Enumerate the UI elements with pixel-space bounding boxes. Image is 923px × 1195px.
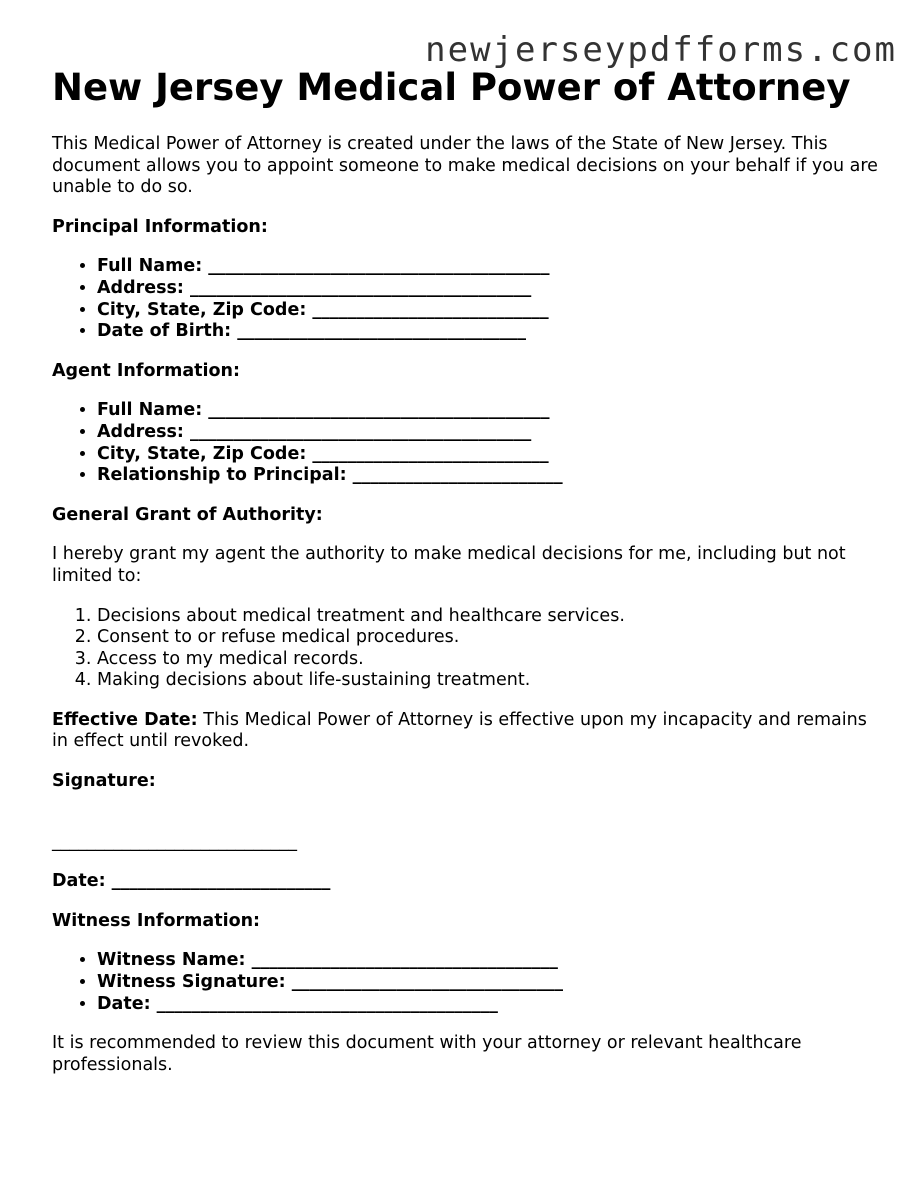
authority-item: 4. Making decisions about life-sustaining treatment. — [97, 670, 882, 692]
authority-list — [52, 606, 882, 692]
authority-item: 3. Access to my medical records. — [97, 649, 882, 671]
signature-date-field: Date: _________________________ — [52, 871, 331, 892]
witness-fields-list — [52, 950, 882, 1015]
document-page — [52, 66, 882, 1076]
agent-heading: Agent Information: — [52, 360, 240, 381]
principal-address-field: • Address: _______________________________________ — [97, 278, 882, 300]
effective-date-text: This Medical Power of Attorney is effective upon my incapacity and remains in effect until revoked. — [52, 709, 867, 752]
principal-heading: Principal Information: — [52, 216, 268, 237]
witness-signature-field: • Witness Signature: _______________________________ — [97, 972, 882, 994]
authority-item: 1. Decisions about medical treatment and healthcare services. — [97, 606, 882, 628]
agent-relationship-field: • Relationship to Principal: ________________________ — [97, 465, 882, 487]
witness-heading: Witness Information: — [52, 910, 261, 931]
principal-dob-field: • Date of Birth: _________________________________ — [97, 321, 882, 343]
witness-name-field: • Witness Name: ___________________________________ — [97, 950, 882, 972]
effective-date-paragraph — [52, 710, 882, 753]
agent-fields-list — [52, 400, 882, 486]
signature-line: ____________________________ — [52, 831, 297, 852]
intro-paragraph: This Medical Power of Attorney is created under the laws of the State of New Jersey. This document allows you to appoint someone to make medical decisions on your behalf if you are unable to do so. — [52, 134, 878, 198]
principal-city-state-zip-field: • City, State, Zip Code: ___________________________ — [97, 300, 882, 322]
closing-paragraph: It is recommended to review this document with your attorney or relevant healthcare professionals. — [52, 1033, 802, 1075]
signature-heading: Signature: — [52, 771, 156, 792]
effective-date-label: Effective Date: — [52, 709, 198, 730]
principal-fields-list — [52, 256, 882, 342]
witness-date-field: • Date: _______________________________________ — [97, 994, 882, 1016]
principal-full-name-field: • Full Name: _______________________________________ — [97, 256, 882, 278]
authority-item: 2. Consent to or refuse medical procedures. — [97, 627, 882, 649]
page-title: New Jersey Medical Power of Attorney — [52, 66, 851, 109]
authority-heading: General Grant of Authority: — [52, 504, 323, 525]
authority-text: I hereby grant my agent the authority to make medical decisions for me, including but not limited to: — [52, 544, 846, 586]
watermark: newjerseypdfforms.com — [425, 30, 897, 70]
agent-address-field: • Address: _______________________________________ — [97, 422, 882, 444]
agent-full-name-field: • Full Name: _______________________________________ — [97, 400, 882, 422]
agent-city-state-zip-field: • City, State, Zip Code: ___________________________ — [97, 444, 882, 466]
